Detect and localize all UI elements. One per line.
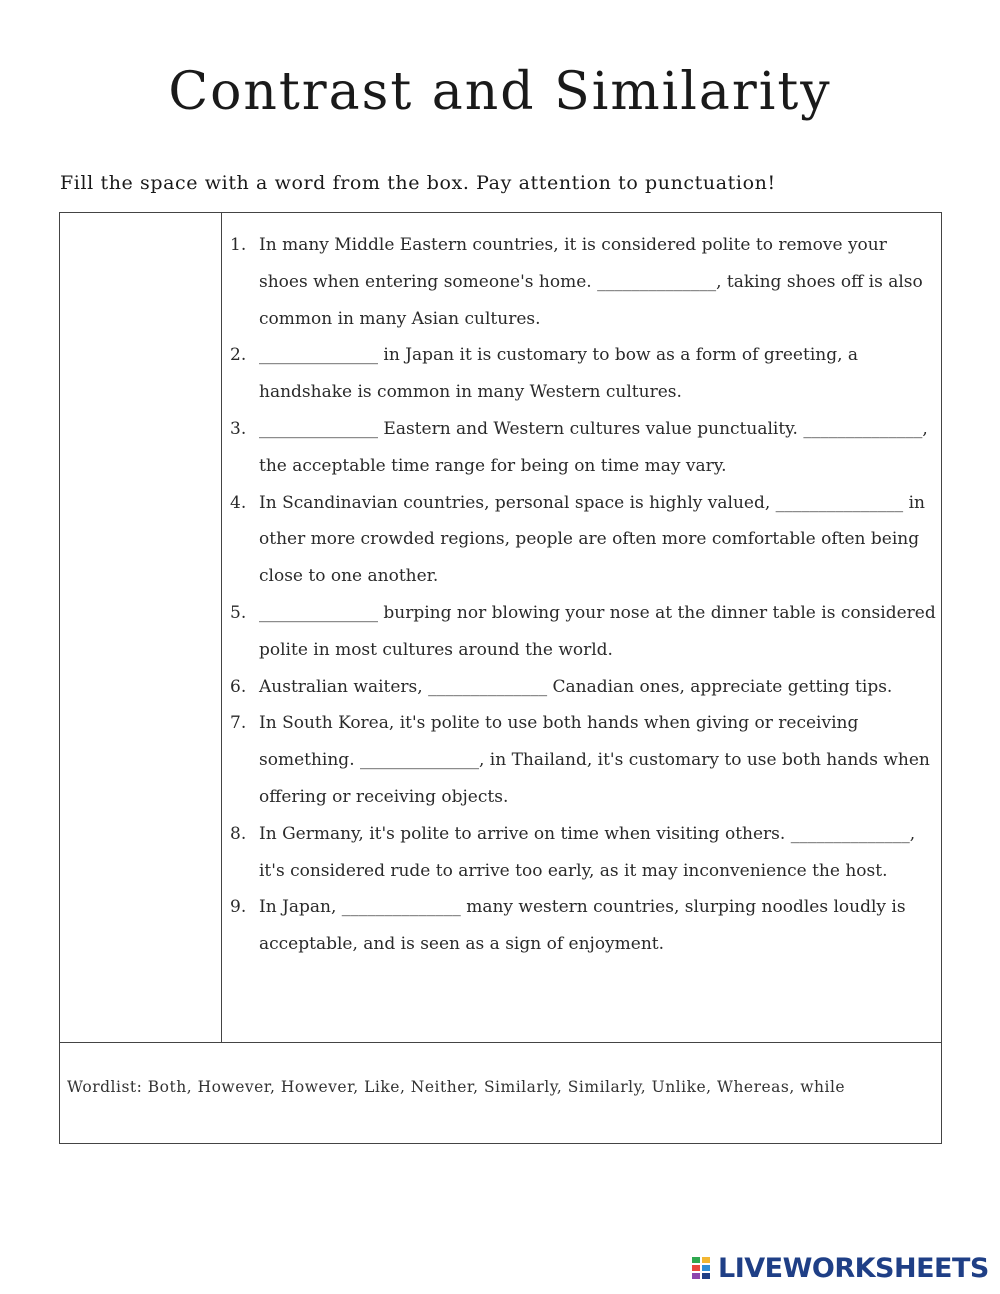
worksheet-table	[59, 212, 942, 1144]
question-item	[222, 705, 939, 815]
image-placeholder-cell	[60, 213, 222, 1042]
question-list	[222, 213, 941, 963]
question-text: ______________ in Japan it is customary to bow as a form of greeting, a handshake is common in many Western cultures.	[259, 345, 859, 403]
question-number: 5.	[230, 602, 247, 623]
questions-cell	[222, 213, 941, 1042]
question-number: 7.	[230, 713, 247, 734]
question-text: In Scandinavian countries, personal space is highly valued, _______________ in other more crowded regions, people are often more comfortable often being close to one another.	[259, 492, 925, 587]
question-number: 3.	[230, 418, 247, 439]
question-item	[222, 227, 939, 337]
question-number: 2.	[230, 345, 247, 366]
liveworksheets-brand	[692, 1254, 989, 1284]
question-text: ______________ burping nor blowing your nose at the dinner table is considered polite in most cultures around the world.	[259, 602, 936, 660]
question-item	[222, 411, 939, 485]
brand-text: LIVEWORKSHEETS	[718, 1253, 989, 1284]
question-item	[222, 816, 939, 890]
liveworksheets-logo-icon	[692, 1256, 714, 1282]
instructions: Fill the space with a word from the box. Pay attention to punctuation!	[60, 172, 776, 194]
question-item	[222, 889, 939, 963]
question-text: Australian waiters, ______________ Canadian ones, appreciate getting tips.	[259, 676, 893, 697]
question-item	[222, 669, 939, 706]
question-text: ______________ Eastern and Western cultures value punctuality. ______________, the acceptable time range for being on time may vary.	[259, 418, 928, 476]
question-item	[222, 595, 939, 669]
question-item	[222, 337, 939, 411]
question-number: 8.	[230, 823, 247, 844]
question-text: In many Middle Eastern countries, it is considered polite to remove your shoes when entering someone's home. ______________, taking shoes off is also common in many Asian cultures.	[259, 235, 923, 329]
question-text: In Japan, ______________ many western countries, slurping noodles loudly is acceptable, and is seen as a sign of enjoyment.	[259, 897, 906, 955]
question-text: In South Korea, it's polite to use both hands when giving or receiving something. ______________, in Thailand, it's customary to use both hands when offering or receiving objects.	[259, 713, 930, 807]
wordlist: Wordlist: Both, However, However, Like, Neither, Similarly, Similarly, Unlike, Whereas, while	[67, 1078, 846, 1096]
page-title: Contrast and Similarity	[168, 62, 832, 122]
question-item	[222, 485, 939, 595]
table-row-divider	[60, 1042, 941, 1043]
question-number: 6.	[230, 676, 247, 697]
question-number: 4.	[230, 492, 247, 513]
question-number: 9.	[230, 897, 247, 918]
question-number: 1.	[230, 235, 247, 255]
question-text: In Germany, it's polite to arrive on time when visiting others. ______________, it's considered rude to arrive too early, as it may inconvenience the host.	[259, 823, 916, 881]
